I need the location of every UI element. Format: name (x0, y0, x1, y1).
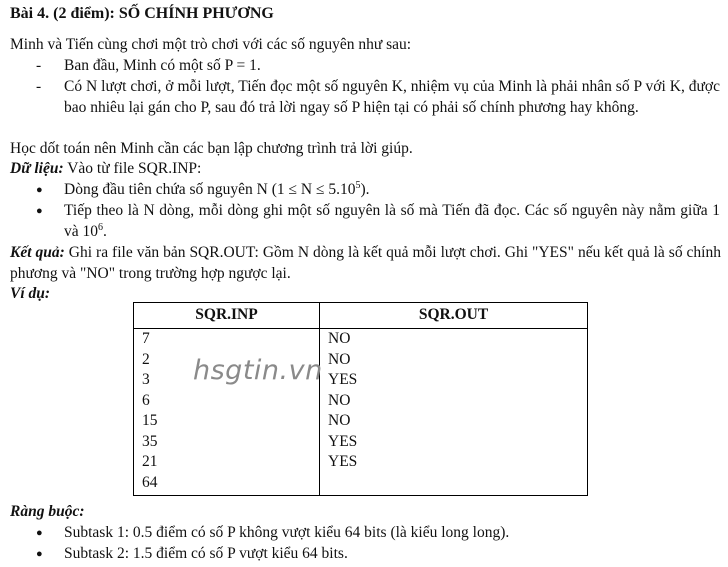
output-cell: NO (320, 329, 588, 350)
input-cell: 6 (134, 391, 320, 412)
request-text: Học dốt toán nên Minh cần các bạn lập chương trình trả lời giúp. (10, 140, 413, 157)
rule-marker: - (36, 78, 42, 95)
input-description: Vào từ file SQR.INP: (63, 160, 202, 177)
output-section (10, 243, 721, 284)
bullet-icon: ● (36, 184, 43, 196)
input-cell: 7 (134, 329, 320, 350)
example-table (133, 302, 588, 496)
problem-title: Bài 4. (2 điểm): SỐ CHÍNH PHƯƠNG (10, 5, 274, 22)
table-header-cell: SQR.INP (134, 303, 320, 329)
table-row (134, 473, 588, 496)
table-row (134, 452, 588, 473)
output-cell: NO (320, 411, 588, 432)
output-cell: NO (320, 391, 588, 412)
table-row (134, 411, 588, 432)
table-header-cell: SQR.OUT (320, 303, 588, 329)
input-item-text: Tiếp theo là N dòng, mỗi dòng ghi một số nguyên là số mà Tiến đã đọc. Các số nguyên này nằm giữa 1 và $10^6$. (64, 202, 720, 240)
input-cell: 3 (134, 370, 320, 391)
table-row (134, 391, 588, 412)
constraint-text: Subtask 1: 0.5 điểm có số P không vượt kiểu 64 bits (là kiểu long long). (64, 524, 510, 541)
example-label: Ví dụ: (10, 285, 51, 302)
input-cell: 21 (134, 452, 320, 473)
output-description: Ghi ra file văn bản SQR.OUT: Gồm N dòng là kết quả mỗi lượt chơi. Ghi "YES" nếu kết quả là số chính phương và "NO" trong trường hợp ngược lại. (10, 244, 721, 282)
bullet-icon: ● (36, 205, 43, 217)
bullet-icon: ● (36, 548, 43, 560)
input-cell: 2 (134, 350, 320, 371)
output-cell: YES (320, 432, 588, 453)
output-cell: YES (320, 452, 588, 473)
constraint-text: Subtask 2: 1.5 điểm có số P vượt kiểu 64 bits. (64, 545, 348, 562)
output-cell: NO (320, 350, 588, 371)
constraints-label: Ràng buộc: (10, 503, 85, 520)
table-row (134, 329, 588, 350)
output-cell (320, 473, 588, 496)
output-label: Kết quả: (10, 244, 65, 261)
table-row (134, 432, 588, 453)
input-cell: 15 (134, 411, 320, 432)
input-heading (10, 159, 201, 180)
rule-text: Có N lượt chơi, ở mỗi lượt, Tiến đọc một số nguyên K, nhiệm vụ của Minh là phải nhân số P với K, được bao nhiêu lại gán cho P, sau đó trả lời ngay số P hiện tại có phải số chính phương hay không. (64, 78, 720, 116)
output-cell: YES (320, 370, 588, 391)
input-cell: 35 (134, 432, 320, 453)
table-header-row (134, 303, 588, 329)
rule-text: Ban đầu, Minh có một số P = 1. (64, 57, 261, 74)
rule-marker: - (36, 57, 42, 74)
input-cell: 64 (134, 473, 320, 496)
input-item-text: Dòng đầu tiên chứa số nguyên N $(1 \le N \le 5.10^5)$. (64, 179, 370, 198)
watermark: hsgtin.vn (193, 355, 323, 386)
bullet-icon: ● (36, 527, 43, 539)
intro-text: Minh và Tiến cùng chơi một trò chơi với các số nguyên như sau: (10, 36, 412, 53)
input-label: Dữ liệu: (10, 160, 64, 177)
